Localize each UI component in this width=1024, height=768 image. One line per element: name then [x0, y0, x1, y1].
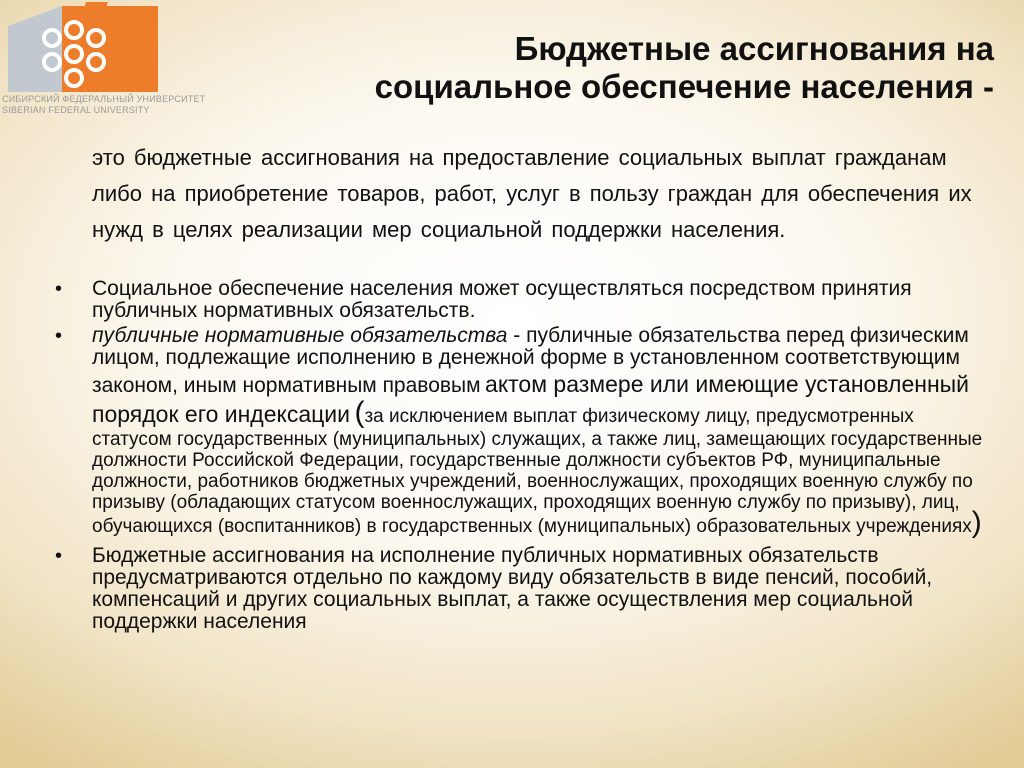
bullet-item-2 — [55, 325, 995, 537]
university-logo — [0, 0, 206, 118]
slide-title — [214, 30, 994, 106]
bullet-3-text: Бюджетные ассигнования на исполнение публичных нормативных обязательств предусматриваются отдельно по каждому виду обязательств в виде пенсий, пособий, компенсаций и других социальных выплат, а также осуществления мер социальной поддержки населения — [92, 544, 933, 633]
close-paren: ) — [971, 506, 982, 539]
logo-emblem-icon — [0, 0, 160, 95]
term-italic: публичные нормативные обязательства — [92, 324, 508, 347]
bullet-item-3 — [55, 545, 995, 633]
bullet-dot-icon: • — [55, 325, 63, 347]
title-line-2: социальное обеспечение населения - — [374, 68, 994, 105]
bullet-2-text-c: за исключением выплат физическому лицу, предусмотренных статусом государственных (муниципальных) служащих, а также лиц, замещающих государственные должности Российской Федерации, государственные должности субъектов РФ, муниципальные должности, работников бюджетных учреждений, военнослужащих, проходящих военную службу по призыву (обладающих статусом военнослужащих, проходящих военную службу по призыву), лиц, обучающихся (воспитанников) в государственных (муниципальных) образовательных учреждениях — [92, 406, 983, 537]
bullet-dot-icon: • — [55, 545, 63, 567]
definition-paragraph: это бюджетные ассигнования на предоставление социальных выплат гражданам либо на приобретение товаров, работ, услуг в пользу граждан для обеспечения их нужд в целях реализации мер социальной поддержки населения. — [92, 145, 972, 242]
bullet-list — [55, 278, 995, 633]
bullet-2-text-a: - публичные обязательства перед физическим лицом, подлежащие исполнению в денежной форме в установленном соответствующим законом, иным нормативным правовым — [92, 324, 969, 397]
bullet-item-1 — [55, 278, 995, 322]
title-line-1: Бюджетные ассигнования на — [514, 30, 994, 67]
bullet-2-text-b: актом размере или имеющие установленный порядок его индексации — [92, 371, 970, 427]
logo-text-ru: СИБИРСКИЙ ФЕДЕРАЛЬНЫЙ УНИВЕРСИТЕТ — [2, 94, 206, 104]
open-paren: ( — [354, 396, 365, 429]
logo-text-en: SIBERIAN FEDERAL UNIVERSITY — [2, 105, 150, 115]
bullet-1-text: Социальное обеспечение населения может осуществляться посредством принятия публичных нормативных обязательств. — [92, 277, 912, 322]
bullet-dot-icon: • — [55, 278, 63, 300]
